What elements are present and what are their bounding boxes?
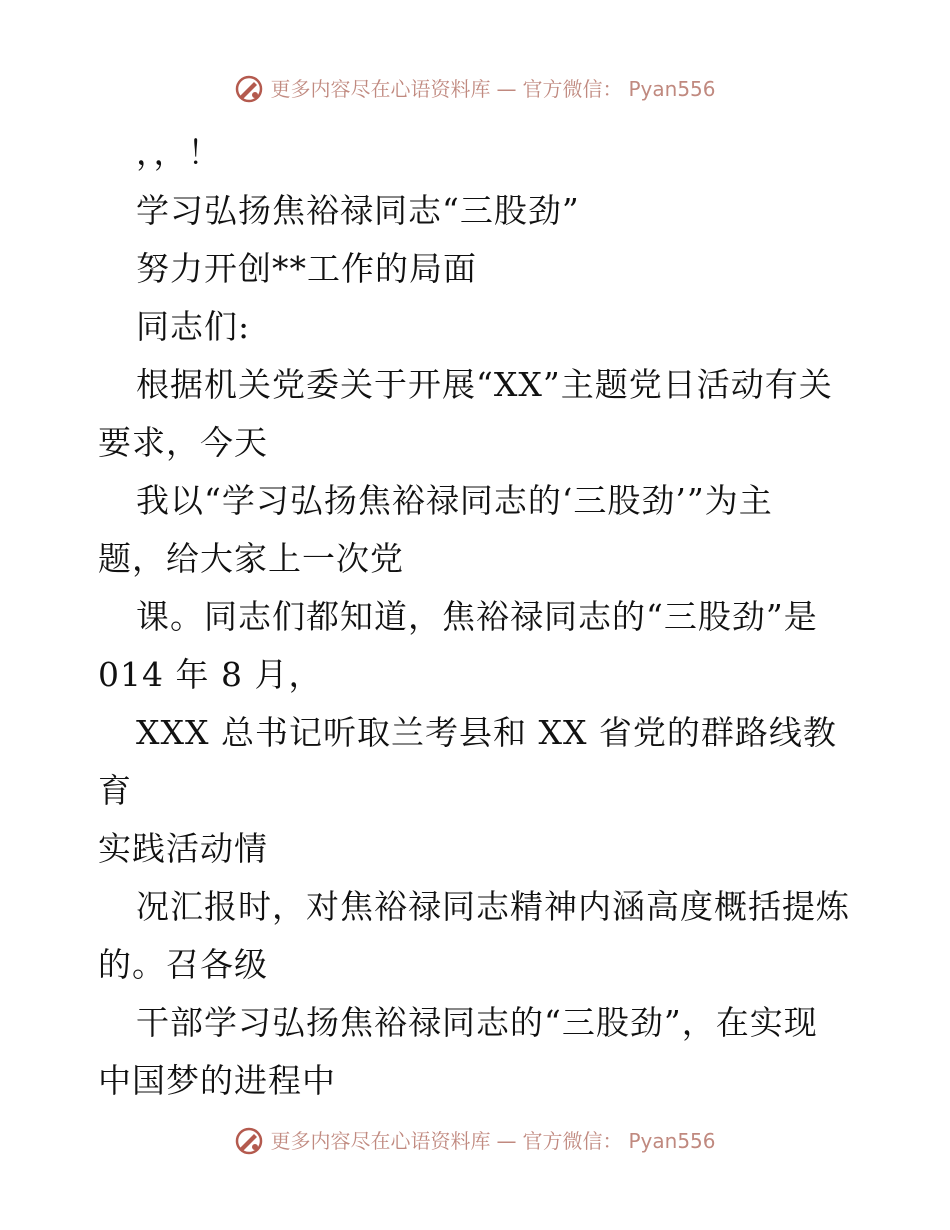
watermark-separator: — [496, 1129, 517, 1153]
text-line: 学习弘扬焦裕禄同志“三股劲” [136, 191, 580, 230]
text-line: XXX 总书记听取兰考县和 XX 省党的群路线教育 [98, 713, 837, 810]
header-watermark [0, 74, 950, 104]
watermark-text: 更多内容尽在心语资料库 [270, 1129, 491, 1153]
text-line: 同志们: [136, 307, 251, 346]
document-body [98, 124, 858, 1110]
text-line: ，，！ [136, 133, 222, 172]
text-line: 题，给大家上一次党 [98, 539, 404, 578]
pen-logo-icon [234, 1126, 264, 1156]
pen-logo-icon [234, 74, 264, 104]
watermark-label: 官方微信： [522, 77, 623, 101]
text-line: 努力开创**工作的局面 [136, 249, 477, 288]
watermark-separator: — [496, 77, 517, 101]
text-line: 实践活动情 [98, 829, 268, 868]
text-line: 中国梦的进程中 [98, 1061, 336, 1100]
watermark-label: 官方微信： [522, 1129, 623, 1153]
text-line: 我以“学习弘扬焦裕禄同志的‘三股劲’”为主 [136, 481, 773, 520]
watermark-text: 更多内容尽在心语资料库 [270, 77, 491, 101]
text-line: 014 年 8 月， [98, 655, 323, 694]
text-line: 根据机关党委关于开展“XX”主题党日活动有关 [136, 365, 833, 404]
footer-watermark [0, 1126, 950, 1156]
text-line: 干部学习弘扬焦裕禄同志的“三股劲”，在实现 [136, 1003, 818, 1042]
text-line: 课。同志们都知道，焦裕禄同志的“三股劲”是 [136, 597, 818, 636]
watermark-handle: Pyan556 [628, 1129, 716, 1153]
text-line: 要求，今天 [98, 423, 268, 462]
watermark-handle: Pyan556 [628, 77, 716, 101]
text-line: 况汇报时，对焦裕禄同志精神内涵高度概括提炼 [136, 887, 850, 926]
text-line: 的。召各级 [98, 945, 268, 984]
